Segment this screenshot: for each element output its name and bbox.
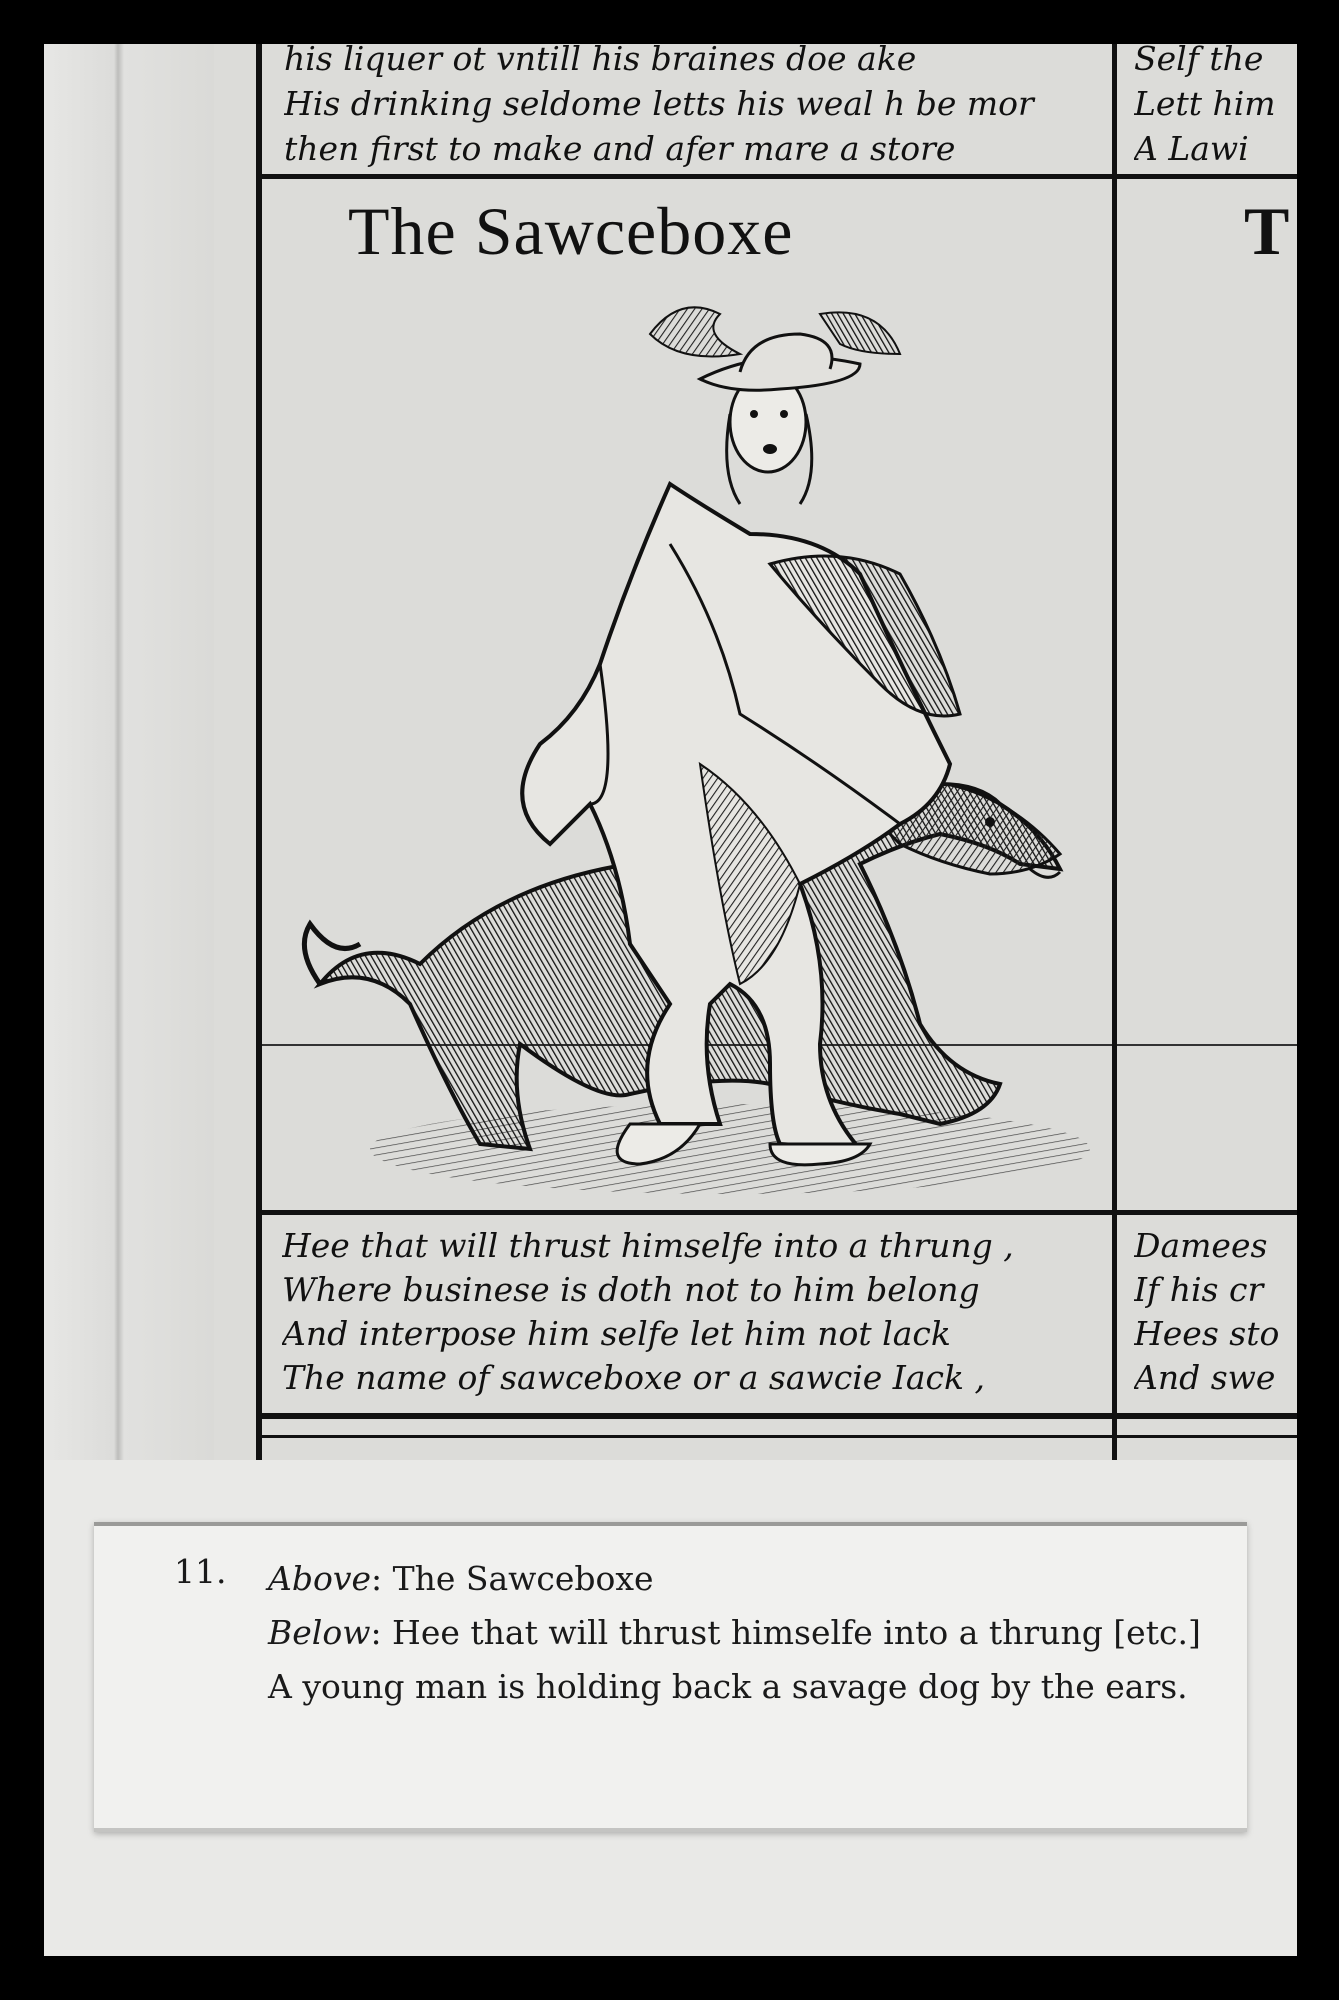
- top-verse-right: Self the Lett him A Lawi: [1134, 44, 1276, 168]
- caption-below-label: Below: [268, 1613, 371, 1652]
- frame-rule-bottom: [256, 1413, 1297, 1419]
- caption-above-text: : The Sawceboxe: [371, 1559, 654, 1598]
- plate-title-right: T: [1244, 193, 1290, 269]
- bottom-verse-left: Hee that will thrust himselfe into a thrung , Where businese is doth not to him belong And interpose him selfe let him not lack The name of sawceboxe or a sawcie Iack ,: [282, 1226, 1014, 1397]
- plate-title: The Sawceboxe: [348, 193, 794, 269]
- top-verse-left: his liquer ot vntill his braines doe ake His drinking seldome letts his weal h be mor then first to make and afer mare a store: [284, 44, 1034, 168]
- caption-card: [94, 1522, 1247, 1832]
- frame-rule-bottom-2: [256, 1435, 1297, 1438]
- caption-number: 11.: [174, 1552, 227, 1591]
- page-margin: [44, 44, 214, 1460]
- caption-above-label: Above: [268, 1559, 371, 1598]
- sawceboxe-engraving: [300, 244, 1150, 1224]
- bottom-verse-right: Damees If his cr Hees sto And swe: [1134, 1226, 1280, 1397]
- engraving-plate: [44, 44, 1297, 1460]
- caption-description: A young man is holding back a savage dog by the ears.: [268, 1667, 1188, 1706]
- caption-below-text: : Hee that will thrust himselfe into a thrung [etc.]: [370, 1613, 1201, 1652]
- frame-rule-left: [256, 44, 262, 1460]
- slide-frame: [44, 44, 1297, 1956]
- caption-text: [268, 1552, 1228, 1714]
- frame-rule-top: [256, 174, 1297, 179]
